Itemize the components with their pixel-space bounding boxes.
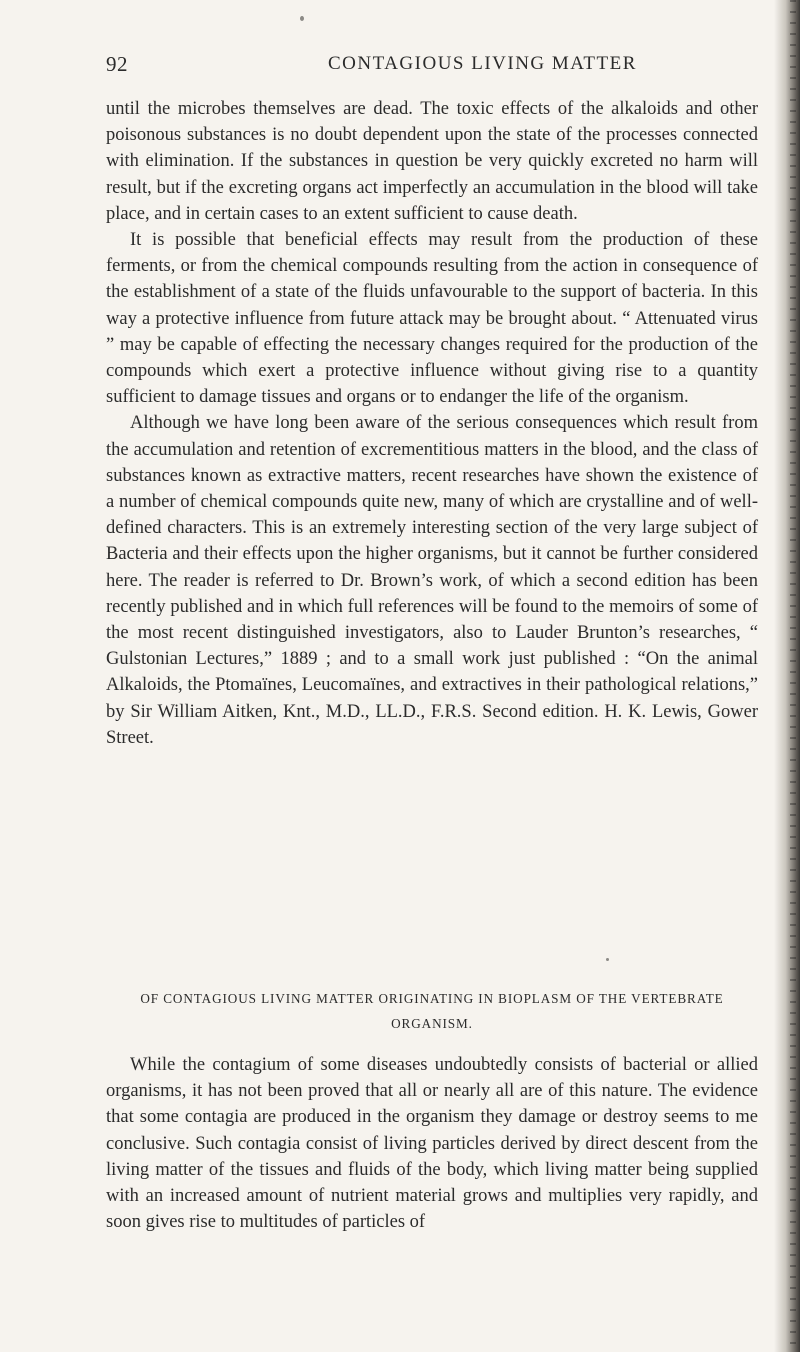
page-number: 92 (106, 52, 128, 76)
section-heading: OF CONTAGIOUS LIVING MATTER ORIGINATING IN BIOPLASM OF THE VERTEBRATE ORGANISM. (140, 991, 724, 1031)
paragraph: While the contagium of some diseases undoubtedly consists of bacterial or allied organisms, it has not been proved that all or nearly all are of this nature. The evidence that some contagia are produced in the organism they damage or destroy seems to me conclusive. Such contagia consist of living particles derived by direct descent from the living matter of the tissues and fluids of the body, which living matter being supplied with an increased amount of nutrient material grows and multiplies very rapidly, and soon gives rise to multitudes of particles of (106, 1055, 758, 1233)
paragraph: until the microbes themselves are dead. The toxic effects of the alkaloids and other poisonous substances is no doubt dependent upon the state of the processes connected with elimination. If the substances in question be very quickly excreted no harm will result, but if the excreting organs act imperfectly an accumulation in the blood will take place, and in certain cases to an extent sufficient to cause death. (106, 99, 758, 224)
paragraph: It is possible that beneficial effects may result from the production of these ferments, or from the chemical compounds resulting from the action in consequence of the establishment of a state of the fluids unfavourable to the support of bacteria. In this way a protective influence from future attack may be brought about. “ Attenuated virus ” may be capable of effecting the necessary changes required for the production of the compounds which exert a protective influence without giving rise to a quantity sufficient to damage tissues and organs or to endanger the life of the organism. (106, 230, 758, 408)
ink-speck (606, 958, 609, 961)
body-text (106, 96, 758, 751)
page-header (106, 52, 758, 82)
section-body-text (106, 1052, 758, 1235)
paragraph: Although we have long been aware of the serious consequences which result from the accumulation and retention of excrementitious matters in the blood, and the class of substances known as extractive matters, recent researches have shown the existence of a number of chemical compounds quite new, many of which are crystalline and of well-defined characters. This is an extremely interesting section of the very large subject of Bacteria and their effects upon the higher organisms, but it cannot be further considered here. The reader is referred to Dr. Brown’s work, of which a second edition has been recently published and in which full references will be found to the memoirs of some of the most recent distinguished investigators, also to Lauder Brunton’s researches, “ Gulstonian Lectures,” 1889 ; and to a small work just published : “On the animal Alkaloids, the Ptomaïnes, Leucomaïnes, and extractives in their pathological relations,” by Sir William Aitken, Knt., M.D., LL.D., F.R.S. Second edition. H. K. Lewis, Gower Street. (106, 413, 758, 748)
page-edge-shadow (774, 0, 800, 1352)
running-head: CONTAGIOUS LIVING MATTER (328, 53, 637, 74)
ink-speck (300, 16, 304, 21)
page-edge-specks (790, 0, 796, 1352)
